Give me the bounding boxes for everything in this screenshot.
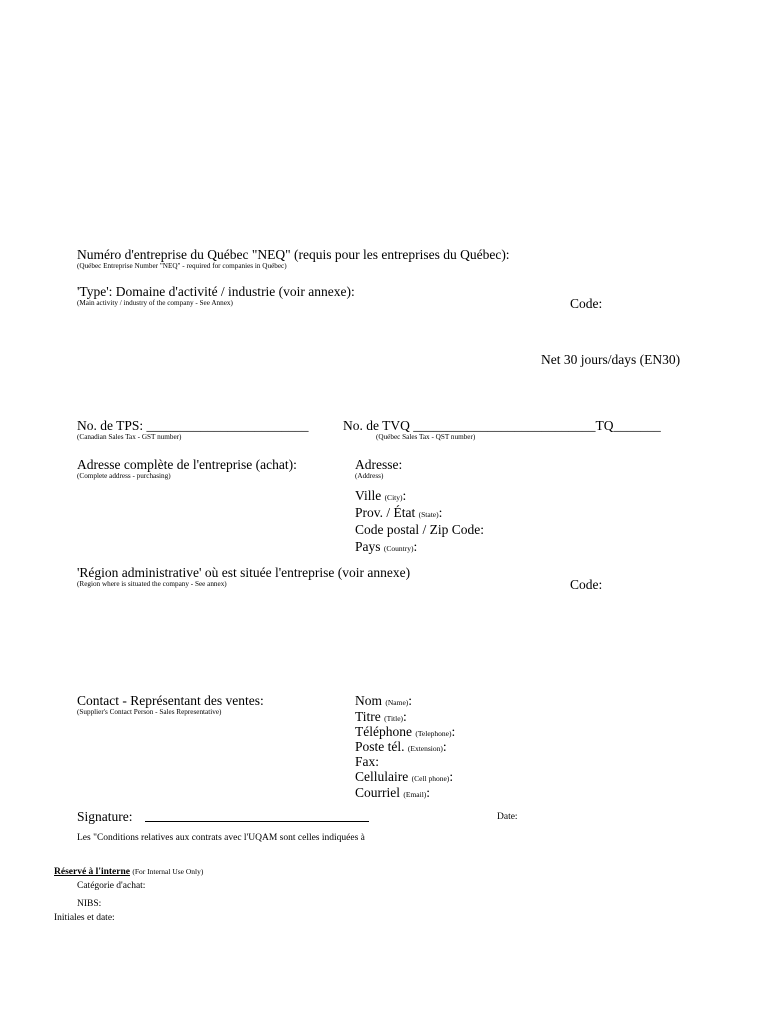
contact-telephone-colon: : bbox=[451, 724, 456, 739]
zip-code-field bbox=[355, 523, 484, 537]
gst-number-sublabel: (Canadian Sales Tax - GST number) bbox=[77, 433, 182, 441]
address-label: Adresse: bbox=[355, 457, 403, 472]
contact-cell-colon: : bbox=[449, 769, 454, 784]
company-address-sublabel: (Complete address - purchasing) bbox=[77, 472, 171, 480]
qst-number-label: No. de TVQ ___________________________TQ_______ bbox=[343, 418, 661, 433]
city-hint: (City) bbox=[384, 493, 403, 502]
internal-use-title: Réservé à l'interne bbox=[54, 867, 130, 877]
contact-title-field bbox=[355, 710, 407, 724]
contact-email-hint: (Email) bbox=[403, 790, 427, 799]
date-label: Date: bbox=[497, 812, 518, 822]
contact-title-colon: : bbox=[403, 709, 407, 724]
contact-telephone-field bbox=[355, 725, 455, 739]
signature-label: Signature: bbox=[77, 809, 133, 824]
state-hint: (State) bbox=[418, 510, 439, 519]
city-label: Ville bbox=[355, 488, 382, 503]
contact-extension-field bbox=[355, 740, 447, 754]
contact-cell-label: Cellulaire bbox=[355, 769, 409, 784]
contact-extension-label: Poste tél. bbox=[355, 739, 405, 754]
type-code-label: Code: bbox=[570, 296, 603, 311]
contact-title-hint: (Title) bbox=[384, 714, 404, 723]
contact-cell-hint: (Cell phone) bbox=[411, 774, 450, 783]
payment-terms: Net 30 jours/days (EN30) bbox=[541, 352, 681, 367]
contact-fax-field bbox=[355, 755, 379, 769]
purchase-category-label: Catégorie d'achat: bbox=[77, 881, 146, 891]
address-sublabel: (Address) bbox=[355, 472, 384, 480]
gst-number-label: No. de TPS: ________________________ bbox=[77, 418, 309, 433]
city-colon: : bbox=[402, 488, 407, 503]
contact-email-colon: : bbox=[426, 785, 431, 800]
region-sublabel: (Region where is situated the company - See annex) bbox=[77, 580, 227, 588]
contact-email-field bbox=[355, 786, 430, 800]
contact-label: Contact - Représentant des ventes: bbox=[77, 693, 264, 708]
state-label: Prov. / État bbox=[355, 505, 416, 520]
nibs-label: NIBS: bbox=[77, 899, 102, 909]
country-hint: (Country) bbox=[383, 544, 414, 553]
city-field bbox=[355, 489, 406, 503]
contact-fax-label: Fax: bbox=[355, 754, 380, 769]
neq-label: Numéro d'entreprise du Québec "NEQ" (requis pour les entreprises du Québec): bbox=[77, 247, 510, 262]
internal-use-heading bbox=[54, 868, 203, 878]
contact-cell-field bbox=[355, 770, 453, 784]
signature-line[interactable] bbox=[145, 821, 369, 822]
contact-name-field bbox=[355, 694, 412, 708]
internal-use-subtitle: (For Internal Use Only) bbox=[132, 867, 204, 876]
contact-telephone-hint: (Telephone) bbox=[415, 729, 452, 738]
country-colon: : bbox=[413, 539, 418, 554]
contact-extension-hint: (Extension) bbox=[407, 744, 443, 753]
contact-name-colon: : bbox=[408, 693, 413, 708]
region-label: 'Région administrative' où est située l'entreprise (voir annexe) bbox=[77, 565, 411, 580]
state-colon: : bbox=[438, 505, 443, 520]
contact-telephone-label: Téléphone bbox=[355, 724, 412, 739]
state-field bbox=[355, 506, 442, 520]
neq-sublabel: (Québec Entreprise Number "NEQ" - required for companies in Québec) bbox=[77, 262, 287, 270]
company-address-label: Adresse complète de l'entreprise (achat): bbox=[77, 457, 297, 472]
qst-number-sublabel: (Québec Sales Tax - QST number) bbox=[376, 433, 476, 441]
type-sublabel: (Main activity / industry of the company - See Annex) bbox=[77, 299, 233, 307]
contact-extension-colon: : bbox=[442, 739, 447, 754]
type-label: 'Type': Domaine d'activité / industrie (voir annexe): bbox=[77, 284, 355, 299]
contact-name-hint: (Name) bbox=[385, 698, 409, 707]
country-label: Pays bbox=[355, 539, 381, 554]
country-field bbox=[355, 540, 417, 554]
zip-code-label: Code postal / Zip Code: bbox=[355, 522, 484, 537]
contact-sublabel: (Supplier's Contact Person - Sales Representative) bbox=[77, 708, 222, 716]
contact-name-label: Nom bbox=[355, 693, 382, 708]
region-code-label: Code: bbox=[570, 577, 603, 592]
contact-title-label: Titre bbox=[355, 709, 381, 724]
conditions-text: Les "Conditions relatives aux contrats avec l'UQAM sont celles indiquées à bbox=[77, 833, 365, 843]
contact-email-label: Courriel bbox=[355, 785, 400, 800]
initials-date-label: Initiales et date: bbox=[54, 913, 115, 923]
